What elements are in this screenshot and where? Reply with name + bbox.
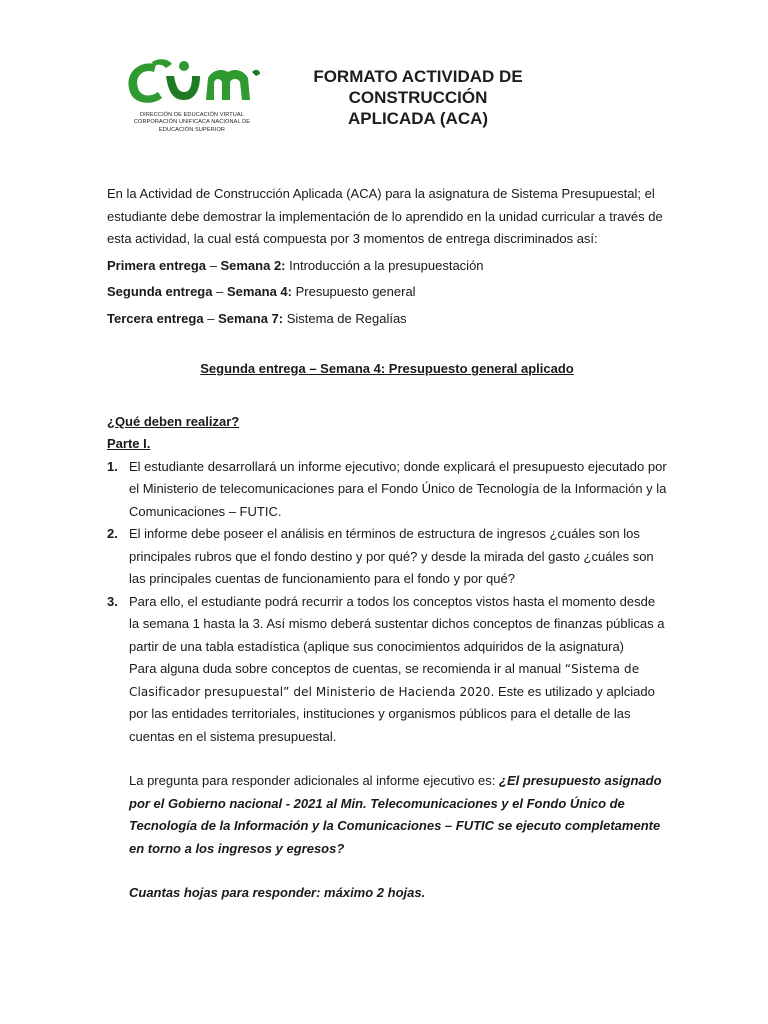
task-number: 1. xyxy=(107,458,118,474)
task-item xyxy=(107,523,667,591)
title-line-2: APLICADA (ACA) xyxy=(347,109,489,128)
final-question: La pregunta para responder adicionales al informe ejecutivo es: ¿El presupuesto asignado por el Gobierno nacional - 2021 al Min. Telecomunicaciones y el Fondo Único de Tecnología de la Información y la Comunicaciones – FUTIC se ejecuto completamente en torno a los ingresos y egresos? xyxy=(129,773,662,856)
section-title: Segunda entrega – Semana 4: Presupuesto general aplicado xyxy=(200,361,574,376)
delivery-item: Tercera entrega – Semana 7: Sistema de Regalías xyxy=(107,310,407,326)
delivery-item: Segunda entrega – Semana 4: Presupuesto general xyxy=(107,284,416,299)
task-list xyxy=(107,456,667,659)
task-item xyxy=(107,456,667,524)
cun-logo-icon xyxy=(122,54,262,110)
institution-logo xyxy=(118,54,266,134)
title-line-1: FORMATO ACTIVIDAD DE CONSTRUCCIÓN xyxy=(313,67,523,107)
task-text: El informe debe poseer el análisis en términos de estructura de ingresos ¿cuáles son los principales rubros que el fondo destino y por qué? y desde la mirada del gasto ¿cuáles son las principales cuentas de funcionamiento para el fondo y por qué? xyxy=(129,526,654,586)
task-text: El estudiante desarrollará un informe ejecutivo; donde explicará el presupuesto ejecutado por el Ministerio de telecomunicaciones para el Fondo Único de Tecnología de la Información y la Comunicaciones – FUTIC. xyxy=(129,458,667,519)
part-heading: Parte I. xyxy=(107,436,151,451)
delivery-item: Primera entrega – Semana 2: Introducción a la presupuestación xyxy=(107,257,484,273)
logo-caption-line: EDUCACIÓN SUPERIOR xyxy=(158,126,226,133)
task-text: Para ello, el estudiante podrá recurrir a todos los conceptos vistos hasta el momento desde la semana 1 hasta la 3. Así mismo deberá sustentar dichos conceptos de finanzas públicas a partir de una tabla estadística (aplique sus conocimientos adquiridos de la asignatura) xyxy=(129,593,665,654)
final-question-text: ¿El presupuesto asignado por el Gobierno nacional - 2021 al Min. Telecomunicaciones y el Fondo Único de Tecnología de la Información y la Comunicaciones – FUTIC se ejecuto completamente en torno a los ingresos y egresos? xyxy=(129,773,662,856)
logo-caption-line: CORPORACIÓN UNIFICACA NACIONAL DE xyxy=(133,119,251,126)
task-item xyxy=(107,591,667,659)
delivery-list xyxy=(107,255,667,331)
question-heading: ¿Qué deben realizar? xyxy=(107,413,240,429)
logo-caption xyxy=(118,112,266,134)
manual-reference: “Sistema de Clasificador presupuestal” del Ministerio de Hacienda 2020. xyxy=(129,662,640,699)
manual-note: Para alguna duda sobre conceptos de cuentas, se recomienda ir al manual “Sistema de Clasificador presupuestal” del Ministerio de Hacienda 2020. Este es utilizado y aplciado por las entidades territoriales, instituciones y organismos públicos para el detalle de las cuentas en el sistema presupuestal. xyxy=(129,661,655,744)
document-title xyxy=(268,66,568,129)
task-number: 3. xyxy=(107,593,118,609)
pages-note: Cuantas hojas para responder: máximo 2 hojas. xyxy=(129,885,426,900)
task-number: 2. xyxy=(107,526,118,541)
document-body xyxy=(107,183,667,905)
intro-paragraph: En la Actividad de Construcción Aplicada (ACA) para la asignatura de Sistema Presupuestal; el estudiante debe demostrar la implementación de lo aprendido en la unidad curricular a través de esta actividad, la cual está compuesta por 3 momentos de entrega discriminados así: xyxy=(107,186,663,246)
logo-caption-line: DIRECCIÓN DE EDUCACIÓN VIRTUAL xyxy=(140,112,244,118)
